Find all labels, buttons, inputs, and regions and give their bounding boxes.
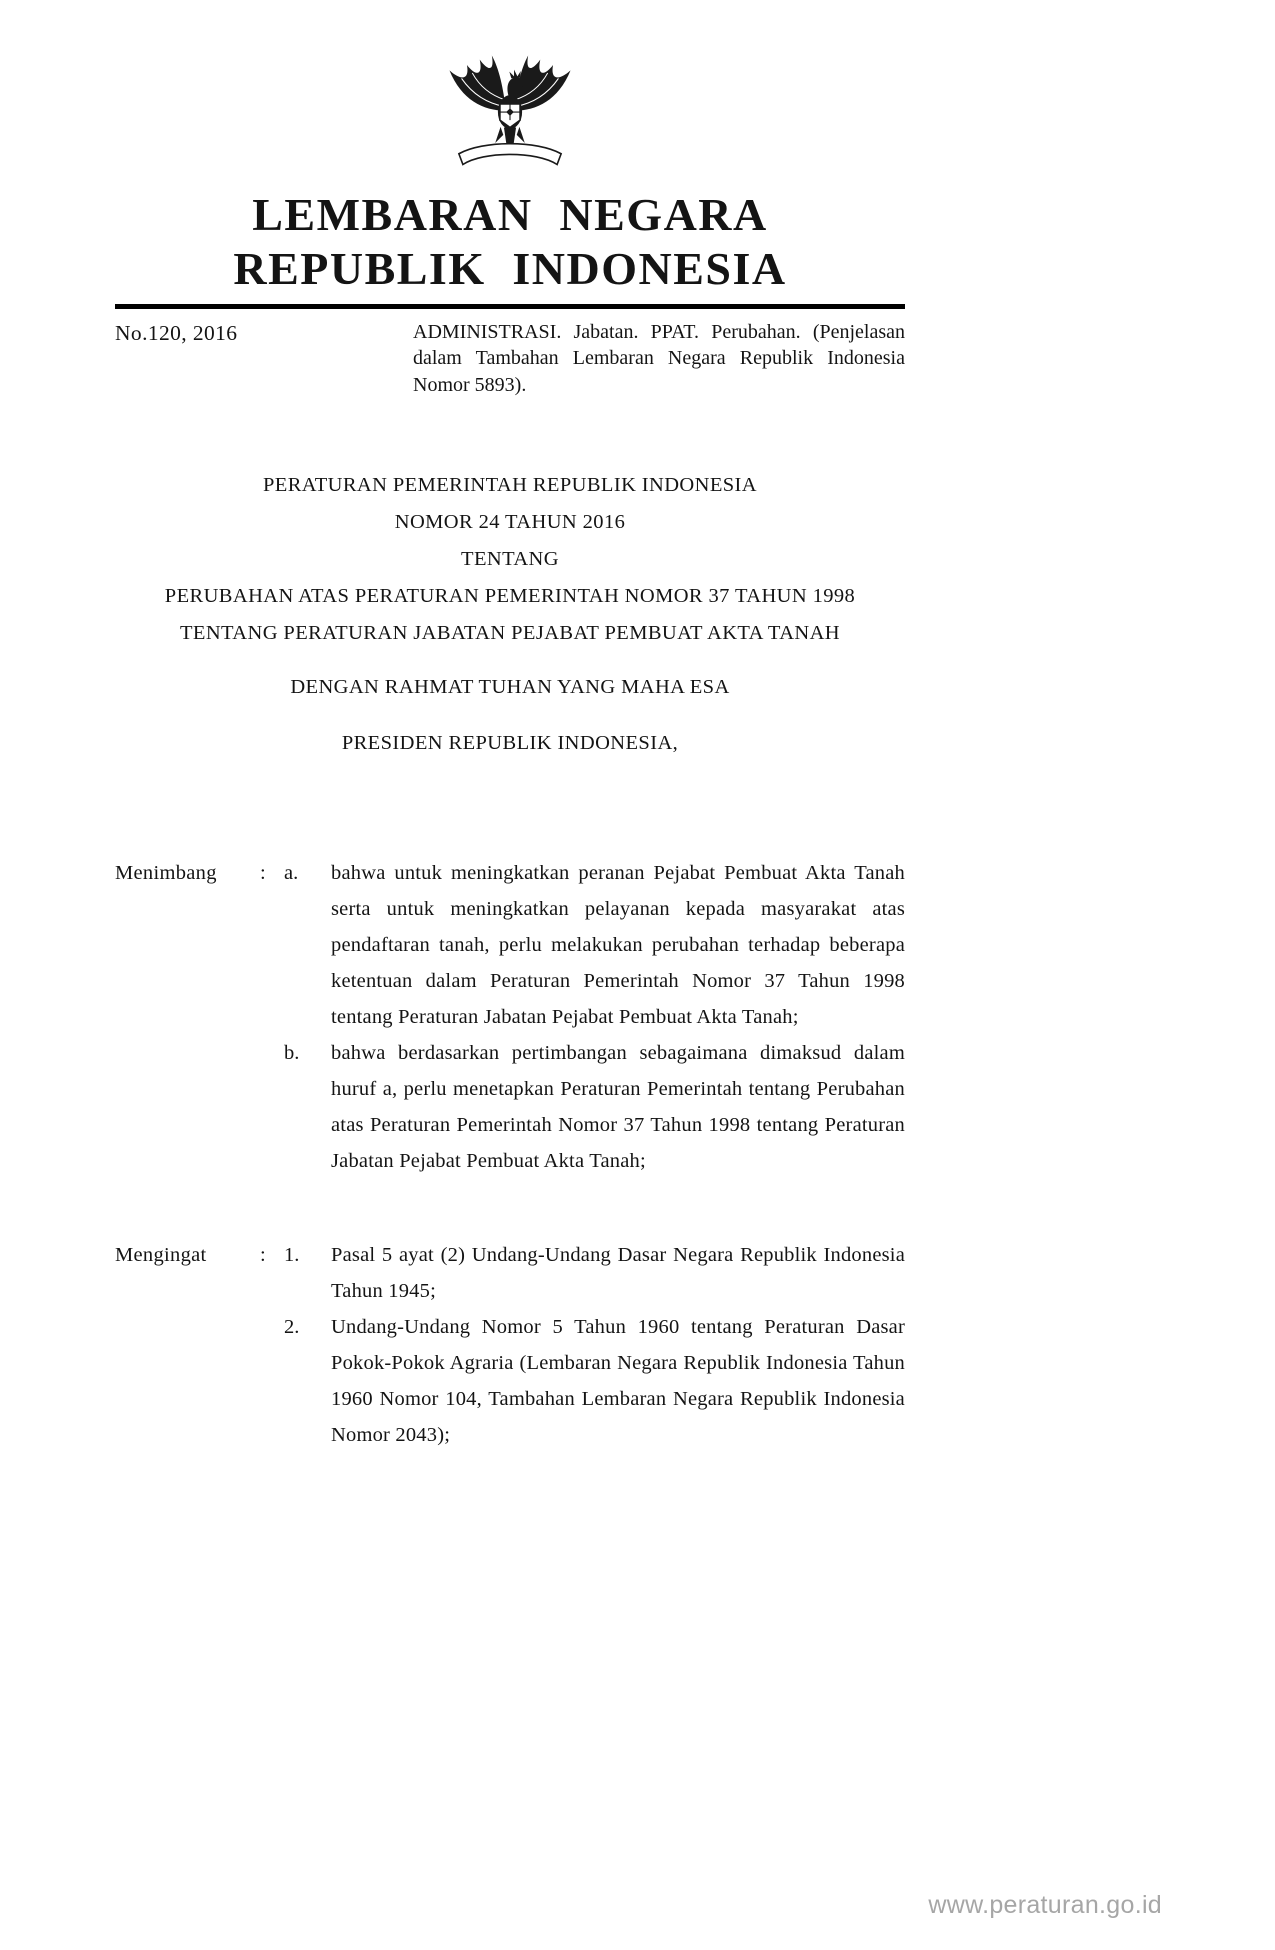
consideration-marker-a: a. xyxy=(284,862,299,885)
subject-note: ADMINISTRASI. Jabatan. PPAT. Perubahan. (Penjelasan dalam Tambahan Lembaran Negara Republik Indonesia Nomor 5893). xyxy=(413,320,905,396)
spacer xyxy=(115,1035,260,1179)
gazette-title xyxy=(115,188,905,297)
legal-basis-row-2 xyxy=(115,1309,905,1453)
legal-basis-marker-2: 2. xyxy=(284,1316,300,1339)
consideration-row-b xyxy=(115,1035,905,1179)
garuda-eagle-icon xyxy=(436,39,584,177)
considerations-section xyxy=(115,855,905,1179)
regulation-title-block xyxy=(115,474,905,645)
garuda-pancasila-emblem xyxy=(435,38,585,178)
consideration-row-a xyxy=(115,855,905,1035)
legal-basis-colon: : xyxy=(260,1244,266,1267)
authority-line: PRESIDEN REPUBLIK INDONESIA, xyxy=(341,732,679,755)
legal-basis-marker-1: 1. xyxy=(284,1244,300,1267)
invocation-line: DENGAN RAHMAT TUHAN YANG MAHA ESA xyxy=(290,676,730,699)
legal-basis-text-2: Undang-Undang Nomor 5 Tahun 1960 tentang Peraturan Dasar Pokok-Pokok Agraria (Lembaran Negara Republik Indonesia Tahun 1960 Nomor 104, Tambahan Lembaran Negara Republik Indonesia Nomor 2043); xyxy=(331,1316,905,1447)
spacer xyxy=(260,1309,284,1453)
masthead-divider xyxy=(115,304,905,309)
legal-basis-label: Mengingat xyxy=(115,1244,207,1267)
consideration-marker-b: b. xyxy=(284,1042,300,1065)
legal-basis-section xyxy=(115,1237,905,1453)
regulation-title-line-4: PERUBAHAN ATAS PERATURAN PEMERINTAH NOMOR 37 TAHUN 1998 xyxy=(164,585,856,608)
spacer xyxy=(260,1035,284,1179)
page-content xyxy=(115,0,905,1453)
site-watermark: www.peraturan.go.id xyxy=(928,1891,1162,1919)
spacer xyxy=(115,1309,260,1453)
considerations-label: Menimbang xyxy=(115,862,217,885)
regulation-title-line-1: PERATURAN PEMERINTAH REPUBLIK INDONESIA xyxy=(262,474,757,497)
consideration-text-a: bahwa untuk meningkatkan peranan Pejabat Pembuat Akta Tanah serta untuk meningkatkan pelayanan kepada masyarakat atas pendaftaran tanah, perlu melakukan perubahan terhadap beberapa ketentuan dalam Peraturan Pemerintah Nomor 37 Tahun 1998 tentang Peraturan Jabatan Pejabat Pembuat Akta Tanah; xyxy=(331,862,905,1029)
regulation-title-line-2: NOMOR 24 TAHUN 2016 xyxy=(394,511,626,534)
considerations-colon: : xyxy=(260,862,266,885)
gazette-title-line2: REPUBLIK INDONESIA xyxy=(233,243,787,295)
issue-number: No.120, 2016 xyxy=(115,320,238,345)
masthead-meta-row xyxy=(115,319,905,399)
legal-basis-text-1: Pasal 5 ayat (2) Undang-Undang Dasar Negara Republik Indonesia Tahun 1945; xyxy=(331,1244,905,1303)
regulation-title-line-5: TENTANG PERATURAN JABATAN PEJABAT PEMBUAT AKTA TANAH xyxy=(179,622,841,645)
legal-basis-row-1 xyxy=(115,1237,905,1309)
regulation-title-line-3: TENTANG xyxy=(461,548,559,571)
consideration-text-b: bahwa berdasarkan pertimbangan sebagaimana dimaksud dalam huruf a, perlu menetapkan Peraturan Pemerintah tentang Perubahan atas Peraturan Pemerintah Nomor 37 Tahun 1998 tentang Peraturan Jabatan Pejabat Pembuat Akta Tanah; xyxy=(331,1042,905,1173)
gazette-title-line1: LEMBARAN NEGARA xyxy=(252,189,768,240)
